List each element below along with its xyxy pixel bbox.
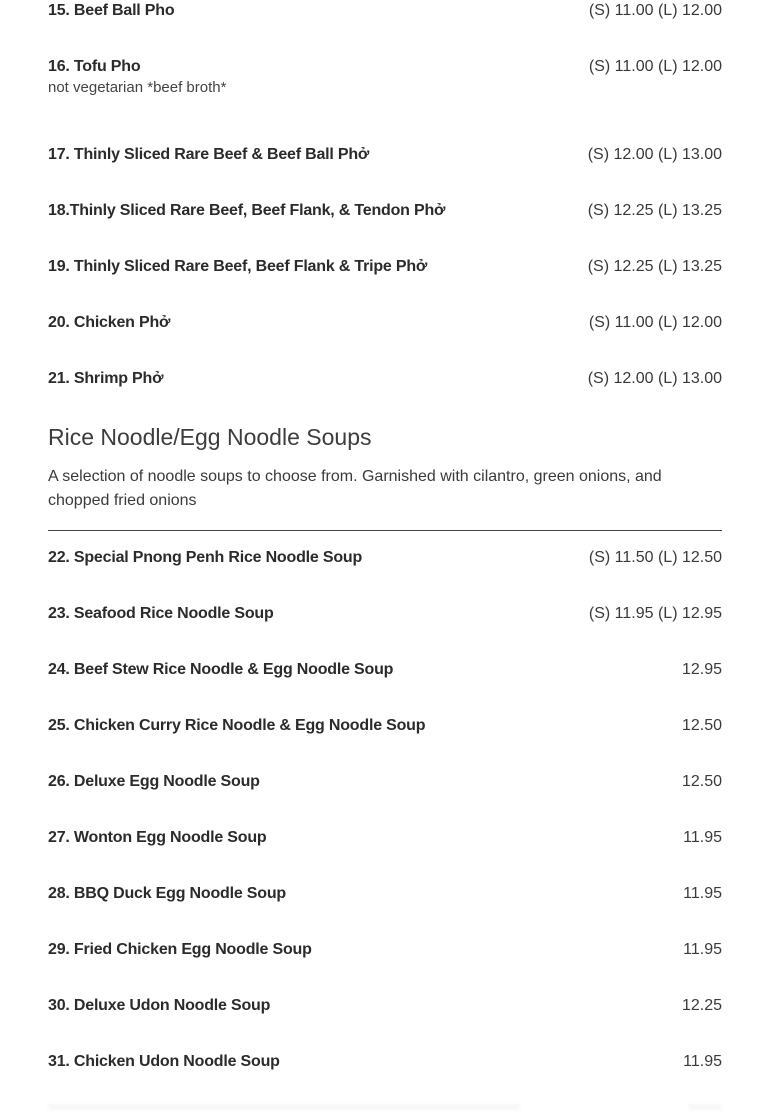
menu-item: [48, 829, 722, 847]
menu-item-price: 12.25: [681, 997, 722, 1014]
menu-item-price: (S) 11.50 (L) 12.50: [588, 549, 722, 566]
section-description: A selection of noodle soups to choose from. Garnished with cilantro, green onions, and chopped fried onions: [48, 468, 662, 509]
section-divider: [48, 530, 722, 531]
menu-item: [48, 997, 722, 1015]
menu-item: [48, 58, 722, 76]
menu-item: [48, 549, 722, 567]
menu-item-price: (S) 12.00 (L) 13.00: [587, 146, 722, 163]
menu-item-price: (S) 11.95 (L) 12.95: [588, 605, 722, 622]
menu-item-price: (S) 12.00 (L) 13.00: [587, 370, 722, 387]
menu-item: [48, 717, 722, 735]
menu-item-price: 11.95: [683, 1053, 722, 1070]
menu-item-name: 27. Wonton Egg Noodle Soup: [48, 829, 267, 846]
menu-item-price: 12.95: [681, 661, 722, 678]
menu-item-price: (S) 11.00 (L) 12.00: [588, 58, 722, 75]
menu-item-name: 20. Chicken Phở: [48, 314, 171, 331]
menu-item: [48, 146, 722, 164]
menu-item-name: 26. Deluxe Egg Noodle Soup: [48, 773, 260, 790]
menu-item-name: 15. Beef Ball Pho: [48, 2, 175, 19]
menu-item: [48, 885, 722, 903]
menu-item-price: 11.95: [683, 885, 722, 902]
menu-item-price: 11.95: [683, 829, 722, 846]
menu-item-price: (S) 11.00 (L) 12.00: [588, 2, 722, 19]
menu-item-price: (S) 12.25 (L) 13.25: [587, 202, 722, 219]
menu-item-price: (S) 12.25 (L) 13.25: [587, 258, 722, 275]
menu-item: [48, 258, 722, 276]
menu-item-note: not vegetarian *beef broth*: [48, 79, 227, 96]
menu-item-name: 16. Tofu Pho: [48, 58, 141, 75]
menu-item-name: 29. Fried Chicken Egg Noodle Soup: [48, 941, 312, 958]
menu-item-price: 12.50: [681, 717, 722, 734]
menu-item-name: 23. Seafood Rice Noodle Soup: [48, 605, 274, 622]
menu-item-price: (S) 11.00 (L) 12.00: [588, 314, 722, 331]
menu-item-name: 25. Chicken Curry Rice Noodle & Egg Noodle Soup: [48, 717, 426, 734]
menu-item-name: 19. Thinly Sliced Rare Beef, Beef Flank & Tripe Phở: [48, 258, 428, 275]
menu-item-name: 24. Beef Stew Rice Noodle & Egg Noodle Soup: [48, 661, 394, 678]
menu-item: [48, 202, 722, 220]
menu-item: [48, 605, 722, 623]
menu-item-price: 11.95: [683, 941, 722, 958]
menu-item: [48, 661, 722, 679]
menu-item-name: 22. Special Pnong Penh Rice Noodle Soup: [48, 549, 363, 566]
menu-item-price: 12.50: [681, 773, 722, 790]
menu-item-name: 28. BBQ Duck Egg Noodle Soup: [48, 885, 286, 902]
menu-item-name: 30. Deluxe Udon Noodle Soup: [48, 997, 271, 1014]
menu-item: [48, 370, 722, 388]
menu-item-name: 17. Thinly Sliced Rare Beef & Beef Ball Phở: [48, 146, 370, 163]
menu-item: [48, 941, 722, 959]
menu-item-name: 18.Thinly Sliced Rare Beef, Beef Flank, & Tendon Phở: [48, 202, 446, 219]
menu-item: [48, 1053, 722, 1071]
menu-item-name: 31. Chicken Udon Noodle Soup: [48, 1053, 280, 1070]
section-title: Rice Noodle/Egg Noodle Soups: [48, 424, 372, 450]
menu-item: [48, 773, 722, 791]
menu-item-name: 21. Shrimp Phở: [48, 370, 164, 387]
menu-item: [48, 314, 722, 332]
cut-off-row: [48, 1104, 722, 1111]
menu-item: [48, 2, 722, 20]
